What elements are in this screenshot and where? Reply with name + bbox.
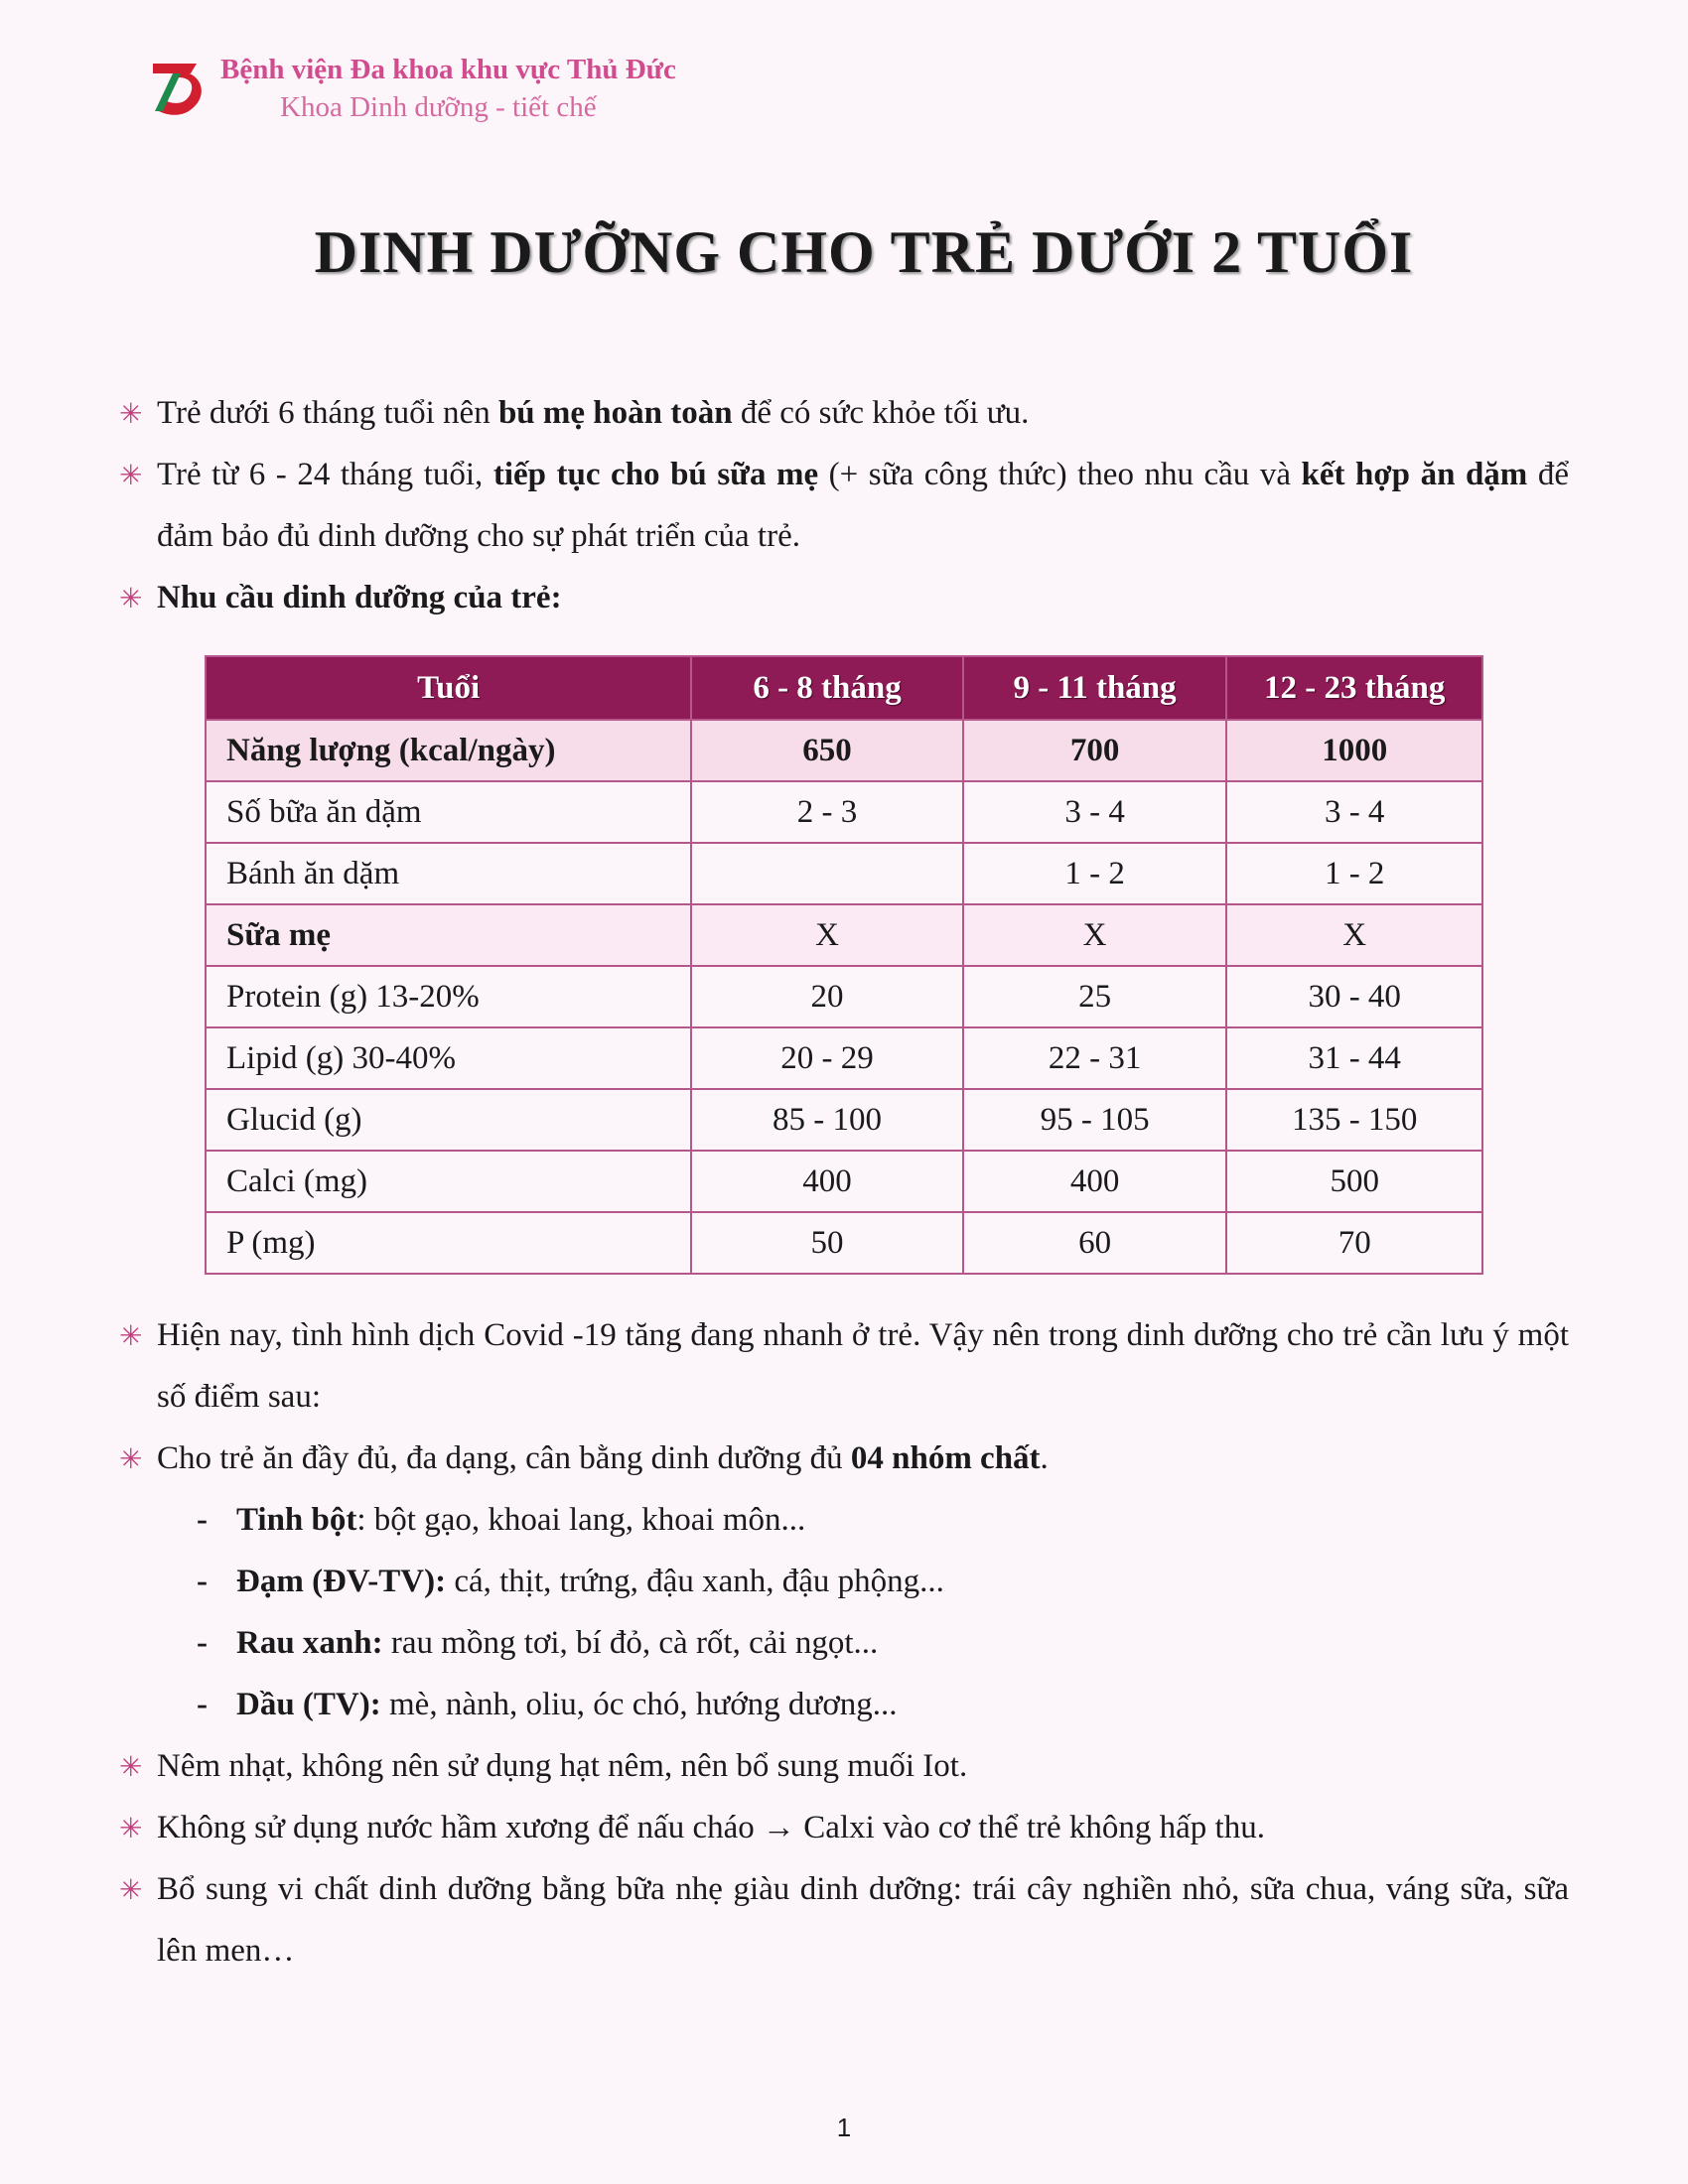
table-header-cell: 12 - 23 tháng [1226, 656, 1482, 720]
hospital-name: Bệnh viện Đa khoa khu vực Thủ Đức [220, 54, 676, 85]
table-cell: 1 - 2 [963, 843, 1227, 904]
table-cell: 30 - 40 [1226, 966, 1482, 1027]
bullet-exclusive-breastfeeding: ✳ Trẻ dưới 6 tháng tuổi nên bú mẹ hoàn toàn để có sức khỏe tối ưu. [119, 382, 1569, 444]
table-cell: X [1226, 904, 1482, 966]
table-cell: P (mg) [206, 1212, 691, 1274]
food-group-starch: - Tinh bột: bột gạo, khoai lang, khoai môn... [197, 1502, 806, 1538]
asterisk-bullet-icon: ✳ [119, 1444, 143, 1475]
bullet-nutrition-needs-heading: ✳ Nhu cầu dinh dưỡng của trẻ: [119, 567, 1569, 628]
asterisk-bullet-icon: ✳ [119, 584, 143, 614]
table-cell: X [691, 904, 963, 966]
bullet-covid-note: ✳ Hiện nay, tình hình dịch Covid -19 tăng đang nhanh ở trẻ. Vậy nên trong dinh dưỡng cho trẻ cần lưu ý một số điểm sau: [119, 1304, 1569, 1428]
table-header-cell: 9 - 11 tháng [963, 656, 1227, 720]
table-row [206, 966, 1482, 1027]
asterisk-bullet-icon: ✳ [119, 399, 143, 430]
table-row [206, 1151, 1482, 1212]
table-row [206, 843, 1482, 904]
table-cell: 2 - 3 [691, 781, 963, 843]
table-cell: 400 [963, 1151, 1227, 1212]
nutrition-needs-table [205, 655, 1483, 1275]
table-cell: 20 [691, 966, 963, 1027]
table-cell: 31 - 44 [1226, 1027, 1482, 1089]
department-name: Khoa Dinh dưỡng - tiết chế [280, 91, 597, 123]
asterisk-bullet-icon: ✳ [119, 461, 143, 491]
table-cell: X [963, 904, 1227, 966]
table-header-row [206, 656, 1482, 720]
asterisk-bullet-icon: ✳ [119, 1752, 143, 1783]
bullet-seasoning: ✳ Nêm nhạt, không nên sử dụng hạt nêm, nên bổ sung muối Iot. [119, 1735, 1569, 1797]
food-group-oils: - Dầu (TV): mè, nành, oliu, óc chó, hướng dương... [197, 1687, 898, 1722]
table-row [206, 1027, 1482, 1089]
bullet-complementary-feeding: ✳ Trẻ từ 6 - 24 tháng tuổi, tiếp tục cho bú sữa mẹ (+ sữa công thức) theo nhu cầu và kết hợp ăn dặm để đảm bảo đủ dinh dưỡng cho sự phát triển của trẻ. [119, 444, 1569, 567]
table-cell: Sữa mẹ [206, 904, 691, 966]
page-header [149, 50, 844, 139]
table-cell: Lipid (g) 30-40% [206, 1027, 691, 1089]
table-cell: Glucid (g) [206, 1089, 691, 1151]
bullet-bone-broth: ✳ Không sử dụng nước hầm xương để nấu cháo → Calxi vào cơ thể trẻ không hấp thu. [119, 1797, 1569, 1858]
table-row [206, 781, 1482, 843]
table-cell: Năng lượng (kcal/ngày) [206, 720, 691, 781]
table-cell: 70 [1226, 1212, 1482, 1274]
table-cell: 3 - 4 [1226, 781, 1482, 843]
hospital-logo-icon [149, 58, 211, 119]
bullet-four-food-groups: ✳ Cho trẻ ăn đầy đủ, đa dạng, cân bằng dinh dưỡng đủ 04 nhóm chất. [119, 1428, 1569, 1489]
table-cell [691, 843, 963, 904]
page-title: DINH DƯỠNG CHO TRẺ DƯỚI 2 TUỔI [314, 219, 1414, 285]
table-cell: 60 [963, 1212, 1227, 1274]
table-header-cell: Tuổi [206, 656, 691, 720]
table-cell: 20 - 29 [691, 1027, 963, 1089]
table-cell: Calci (mg) [206, 1151, 691, 1212]
table-cell: 50 [691, 1212, 963, 1274]
table-cell: 22 - 31 [963, 1027, 1227, 1089]
table-row [206, 720, 1482, 781]
table-cell: 25 [963, 966, 1227, 1027]
table-cell: 500 [1226, 1151, 1482, 1212]
table-cell: 95 - 105 [963, 1089, 1227, 1151]
asterisk-bullet-icon: ✳ [119, 1321, 143, 1352]
table-cell: Protein (g) 13-20% [206, 966, 691, 1027]
table-cell: 85 - 100 [691, 1089, 963, 1151]
table-header-cell: 6 - 8 tháng [691, 656, 963, 720]
table-cell: 135 - 150 [1226, 1089, 1482, 1151]
table-cell: 1 - 2 [1226, 843, 1482, 904]
page-number: 1 [836, 2113, 852, 2142]
table-cell: Bánh ăn dặm [206, 843, 691, 904]
table-cell: 3 - 4 [963, 781, 1227, 843]
food-group-vegetables: - Rau xanh: rau mồng tơi, bí đỏ, cà rốt, cải ngọt... [197, 1625, 879, 1661]
table-cell: Số bữa ăn dặm [206, 781, 691, 843]
table-cell: 400 [691, 1151, 963, 1212]
table-row [206, 1212, 1482, 1274]
table-row [206, 904, 1482, 966]
table-cell: 650 [691, 720, 963, 781]
food-group-protein: - Đạm (ĐV-TV): cá, thịt, trứng, đậu xanh, đậu phộng... [197, 1564, 944, 1599]
table-cell: 700 [963, 720, 1227, 781]
asterisk-bullet-icon: ✳ [119, 1875, 143, 1906]
asterisk-bullet-icon: ✳ [119, 1814, 143, 1844]
bullet-micronutrients: ✳ Bổ sung vi chất dinh dưỡng bằng bữa nhẹ giàu dinh dưỡng: trái cây nghiền nhỏ, sữa chua, váng sữa, sữa lên men… [119, 1858, 1569, 1981]
table-row [206, 1089, 1482, 1151]
table-cell: 1000 [1226, 720, 1482, 781]
